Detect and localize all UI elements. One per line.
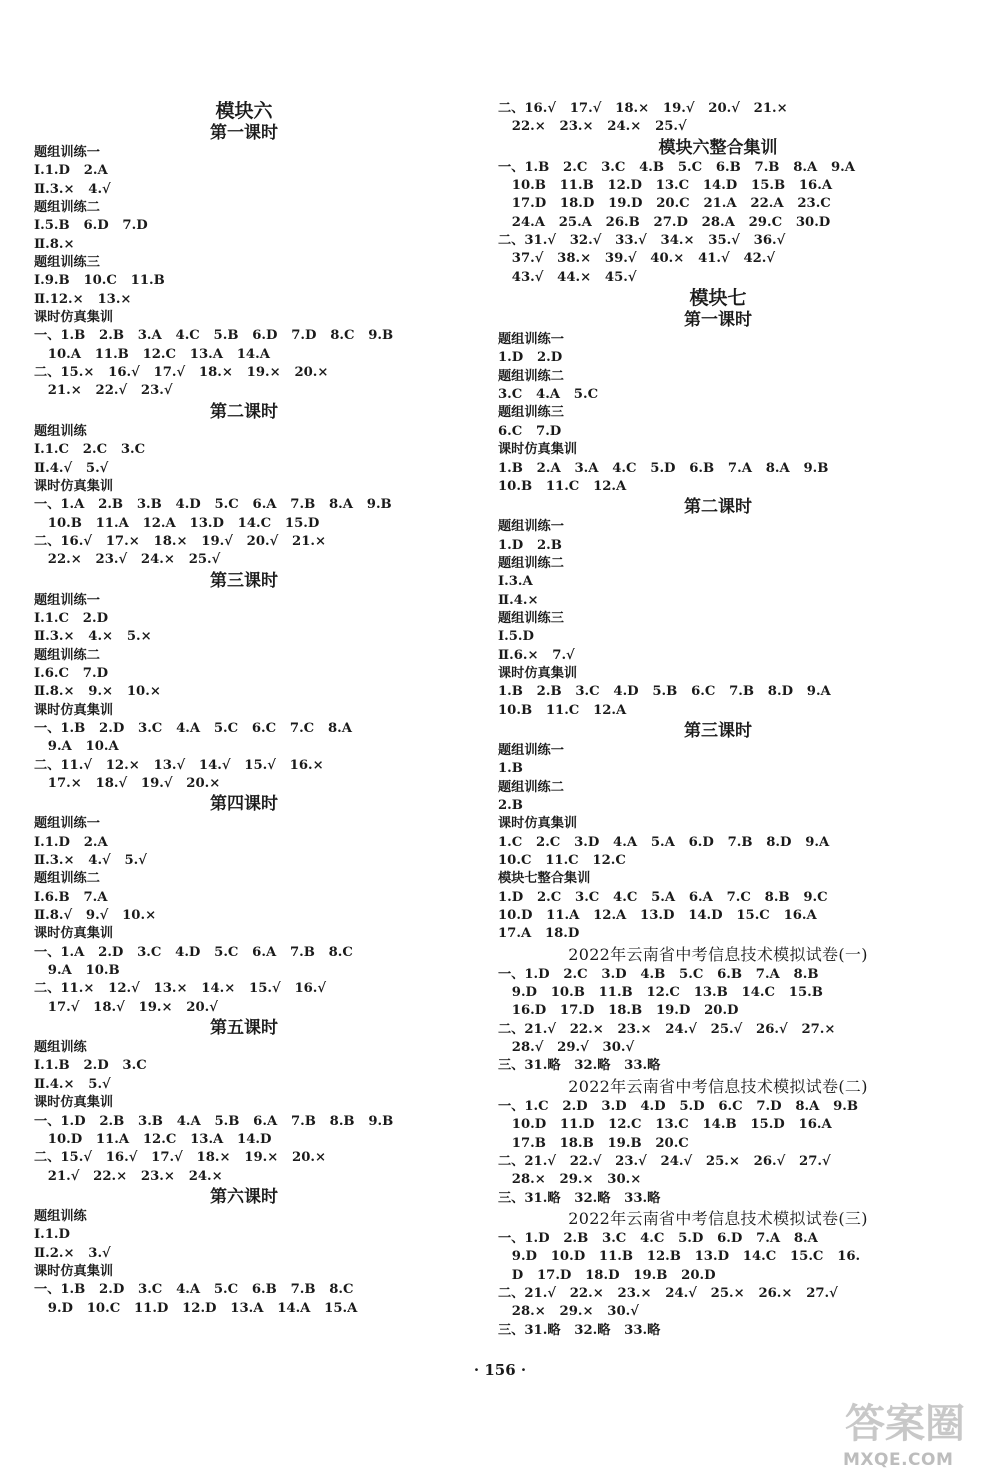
- answer-line: Ⅱ.6.× 7.√: [498, 647, 575, 663]
- answer-line: 课时仿真集训: [498, 442, 578, 458]
- answer-line: Ⅱ.2.× 3.√: [34, 1245, 111, 1261]
- answer-line: 三、31.略 32.略 33.略: [498, 1190, 661, 1206]
- answer-line: 三、31.略 32.略 33.略: [498, 1058, 661, 1074]
- answer-line: 题组训练一: [498, 519, 564, 535]
- answer-line: 二、11.× 12.√ 13.× 14.× 15.√ 16.√: [34, 981, 327, 997]
- answer-line: 题组训练一: [34, 592, 100, 608]
- answer-line: 一、1.A 2.D 3.C 4.D 5.C 6.A 7.B 8.C: [34, 944, 353, 960]
- answer-line: 10.B 11.B 12.D 13.C 14.D 15.B 16.A: [498, 178, 833, 194]
- answer-line: 21.√ 22.× 23.× 24.×: [34, 1168, 223, 1184]
- answer-line: 10.D 11.A 12.A 13.D 14.D 15.C 16.A: [498, 908, 817, 924]
- answer-line: 二、11.√ 12.× 13.√ 14.√ 15.√ 16.×: [34, 757, 324, 773]
- answer-line: 二、15.× 16.√ 17.√ 18.× 19.× 20.×: [34, 365, 329, 381]
- answer-line: 21.× 22.√ 23.√: [34, 383, 173, 399]
- answer-line: 题组训练: [34, 1040, 87, 1056]
- section-heading: 第一课时: [210, 123, 278, 143]
- answer-line: 28.√ 29.√ 30.√: [498, 1040, 635, 1056]
- answer-line: 课时仿真集训: [34, 1095, 114, 1111]
- answer-line: D 17.D 18.D 19.B 20.D: [498, 1267, 716, 1283]
- section-heading: 第三课时: [684, 720, 752, 741]
- section-heading: 模块六整合集训: [658, 137, 778, 158]
- answer-line: 10.C 11.C 12.C: [498, 853, 626, 869]
- answer-line: 课时仿真集训: [34, 310, 114, 326]
- answer-line: 一、1.A 2.B 3.B 4.D 5.C 6.A 7.B 8.A 9.B: [34, 497, 392, 513]
- answer-line: 课时仿真集训: [498, 816, 578, 832]
- right-column: [498, 100, 938, 1340]
- answer-line: Ⅰ.1.C 2.C 3.C: [34, 442, 146, 458]
- left-column: [34, 100, 454, 1318]
- answer-line: 课时仿真集训: [34, 702, 114, 718]
- answer-line: Ⅱ.3.× 4.× 5.×: [34, 629, 152, 645]
- answer-line: 2.B: [498, 798, 523, 813]
- answer-line: Ⅰ.6.C 7.D: [34, 665, 108, 681]
- answer-line: 题组训练二: [498, 555, 564, 571]
- answer-line: 17.A 18.D: [498, 926, 580, 942]
- answer-line: 一、1.D 2.C 3.D 4.B 5.C 6.B 7.A 8.B: [498, 966, 819, 982]
- answer-line: 题组训练一: [34, 145, 100, 160]
- answer-line: Ⅱ.8.√ 9.√ 10.×: [34, 908, 157, 924]
- answer-line: Ⅰ.5.B 6.D 7.D: [34, 218, 148, 234]
- answer-line: 37.√ 38.× 39.√ 40.× 41.√ 42.√: [498, 251, 776, 267]
- answer-line: 题组训练二: [34, 647, 100, 663]
- answer-line: 二、16.√ 17.√ 18.× 19.√ 20.√ 21.×: [498, 101, 788, 116]
- answer-line: Ⅰ.1.D: [34, 1227, 70, 1243]
- answer-line: 9.D 10.C 11.D 12.D 13.A 14.A 15.A: [34, 1300, 358, 1316]
- answer-line: 10.D 11.A 12.C 13.A 14.D: [34, 1131, 272, 1147]
- answer-line: Ⅰ.3.A: [498, 574, 533, 590]
- answer-line: 课时仿真集训: [34, 1263, 114, 1279]
- answer-line: 1.B 2.A 3.A 4.C 5.D 6.B 7.A 8.A 9.B: [498, 460, 829, 476]
- answer-line: Ⅰ.9.B 10.C 11.B: [34, 273, 165, 289]
- answer-line: 题组训练三: [498, 610, 564, 626]
- answer-line: 1.C 2.C 3.D 4.A 5.A 6.D 7.B 8.D 9.A: [498, 834, 830, 850]
- page-number: · 156 ·: [473, 1361, 527, 1379]
- answer-line: 10.B 11.A 12.A 13.D 14.C 15.D: [34, 515, 320, 531]
- answer-line: Ⅱ.8.× 9.× 10.×: [34, 684, 161, 700]
- answer-line: 16.D 17.D 18.B 19.D 20.D: [498, 1003, 739, 1019]
- answer-line: 9.A 10.B: [34, 963, 120, 979]
- answer-line: 17.√ 18.√ 19.× 20.√: [34, 999, 218, 1015]
- answer-line: Ⅱ.4.√ 5.√: [34, 460, 109, 476]
- section-heading: 第三课时: [210, 570, 278, 591]
- answer-line: 22.× 23.√ 24.× 25.√: [34, 552, 221, 568]
- answer-line: 一、1.C 2.D 3.D 4.D 5.D 6.C 7.D 8.A 9.B: [498, 1098, 859, 1114]
- answer-line: 1.B: [498, 761, 523, 777]
- answer-line: 1.D 2.C 3.C 4.C 5.A 6.A 7.C 8.B 9.C: [498, 889, 828, 905]
- answer-line: 10.B 11.C 12.A: [498, 478, 627, 494]
- answer-line: Ⅰ.5.D: [498, 629, 534, 645]
- answer-line: Ⅰ.1.C 2.D: [34, 610, 108, 626]
- watermark-logo: 答案圈: [845, 1401, 965, 1447]
- answer-line: Ⅰ.1.B 2.D 3.C: [34, 1058, 147, 1074]
- answer-line: 17.D 18.D 19.D 20.C 21.A 22.A 23.C: [498, 196, 831, 212]
- answer-line: Ⅰ.1.D 2.A: [34, 163, 108, 179]
- answer-line: 题组训练二: [498, 779, 564, 795]
- answer-line: 24.A 25.A 26.B 27.D 28.A 29.C 30.D: [498, 214, 831, 230]
- answer-line: 10.B 11.C 12.A: [498, 702, 627, 718]
- answer-line: 1.D 2.D: [498, 350, 563, 366]
- answer-line: 题组训练三: [34, 255, 100, 271]
- answer-line: 6.C 7.D: [498, 423, 562, 439]
- answer-line: 10.A 11.B 12.C 13.A 14.A: [34, 346, 270, 362]
- answer-line: 三、31.略 32.略 33.略: [498, 1322, 661, 1338]
- answer-line: 二、15.√ 16.√ 17.√ 18.× 19.× 20.×: [34, 1150, 327, 1166]
- answer-line: Ⅱ.8.×: [34, 236, 75, 252]
- answer-line: 题组训练一: [498, 332, 564, 348]
- answer-line: 题组训练二: [34, 871, 100, 887]
- section-heading: 第一课时: [684, 310, 752, 331]
- section-heading: 2022年云南省中考信息技术模拟试卷(一): [568, 944, 868, 964]
- answer-line: 43.√ 44.× 45.√: [498, 269, 637, 285]
- answer-line: Ⅰ.1.D 2.A: [34, 834, 108, 850]
- section-heading: 第四课时: [210, 794, 278, 815]
- answer-line: 17.× 18.√ 19.√ 20.×: [34, 776, 221, 791]
- section-heading: 第六课时: [210, 1186, 278, 1207]
- answer-line: 28.× 29.× 30.√: [498, 1304, 639, 1320]
- section-heading: 模块六: [215, 100, 273, 122]
- answer-line: 二、31.√ 32.√ 33.√ 34.× 35.√ 36.√: [498, 233, 786, 249]
- answer-line: 1.B 2.B 3.C 4.D 5.B 6.C 7.B 8.D 9.A: [498, 684, 831, 700]
- answer-line: 课时仿真集训: [34, 478, 114, 494]
- section-heading: 第二课时: [684, 497, 752, 518]
- answer-line: 9.D 10.B 11.B 12.C 13.B 14.C 15.B: [498, 985, 823, 1001]
- answer-line: 题组训练一: [34, 816, 100, 832]
- section-heading: 模块七: [689, 287, 747, 310]
- answer-line: 一、1.D 2.B 3.C 4.C 5.D 6.D 7.A 8.A: [498, 1230, 818, 1246]
- answer-line: 题组训练: [34, 423, 87, 439]
- section-heading: 第二课时: [210, 401, 278, 422]
- answer-line: 9.D 10.D 11.B 12.B 13.D 14.C 15.C 16.: [498, 1249, 861, 1265]
- section-heading: 2022年云南省中考信息技术模拟试卷(三): [568, 1208, 868, 1228]
- answer-line: 题组训练二: [498, 368, 564, 384]
- answer-line: 17.B 18.B 19.B 20.C: [498, 1135, 689, 1151]
- answer-line: Ⅰ.6.B 7.A: [34, 889, 108, 905]
- answer-line: 课时仿真集训: [34, 926, 114, 942]
- answer-line: 课时仿真集训: [498, 665, 578, 681]
- answer-line: 题组训练: [34, 1208, 87, 1224]
- answer-line: Ⅱ.3.× 4.√ 5.√: [34, 853, 147, 869]
- answer-line: 题组训练三: [498, 405, 564, 421]
- answer-line: 模块七整合集训: [498, 871, 591, 887]
- answer-line: 9.A 10.A: [34, 739, 119, 755]
- answer-line: 22.× 23.× 24.× 25.√: [498, 119, 687, 135]
- answer-line: Ⅱ.4.× 5.√: [34, 1076, 111, 1092]
- answer-line: 题组训练二: [34, 200, 100, 216]
- answer-line: Ⅱ.3.× 4.√: [34, 181, 111, 197]
- watermark-url: MXQE.COM: [843, 1450, 954, 1470]
- section-heading: 第五课时: [210, 1018, 278, 1039]
- answer-line: 28.× 29.× 30.×: [498, 1172, 642, 1188]
- section-heading: 2022年云南省中考信息技术模拟试卷(二): [568, 1076, 868, 1096]
- answer-line: 二、21.√ 22.× 23.× 24.√ 25.× 26.× 27.√: [498, 1285, 838, 1301]
- answer-line: 二、21.√ 22.√ 23.√ 24.√ 25.× 26.√ 27.√: [498, 1153, 831, 1169]
- answer-line: Ⅱ.4.×: [498, 592, 539, 608]
- answer-line: 一、1.B 2.C 3.C 4.B 5.C 6.B 7.B 8.A 9.A: [498, 159, 856, 175]
- answer-line: 题组训练一: [498, 742, 564, 758]
- answer-line: 一、1.B 2.D 3.C 4.A 5.C 6.C 7.C 8.A: [34, 720, 352, 736]
- answer-line: 一、1.D 2.B 3.B 4.A 5.B 6.A 7.B 8.B 9.B: [34, 1113, 394, 1129]
- answer-line: 10.D 11.D 12.C 13.C 14.B 15.D 16.A: [498, 1117, 832, 1133]
- answer-line: 3.C 4.A 5.C: [498, 387, 599, 403]
- answer-line: 一、1.B 2.B 3.A 4.C 5.B 6.D 7.D 8.C 9.B: [34, 328, 394, 344]
- answer-line: 二、16.√ 17.× 18.× 19.√ 20.√ 21.×: [34, 533, 327, 549]
- answer-line: Ⅱ.12.× 13.×: [34, 291, 132, 307]
- answer-line: 二、21.√ 22.× 23.× 24.√ 25.√ 26.√ 27.×: [498, 1021, 836, 1037]
- answer-line: 一、1.B 2.D 3.C 4.A 5.C 6.B 7.B 8.C: [34, 1282, 354, 1298]
- answer-line: 1.D 2.B: [498, 537, 562, 553]
